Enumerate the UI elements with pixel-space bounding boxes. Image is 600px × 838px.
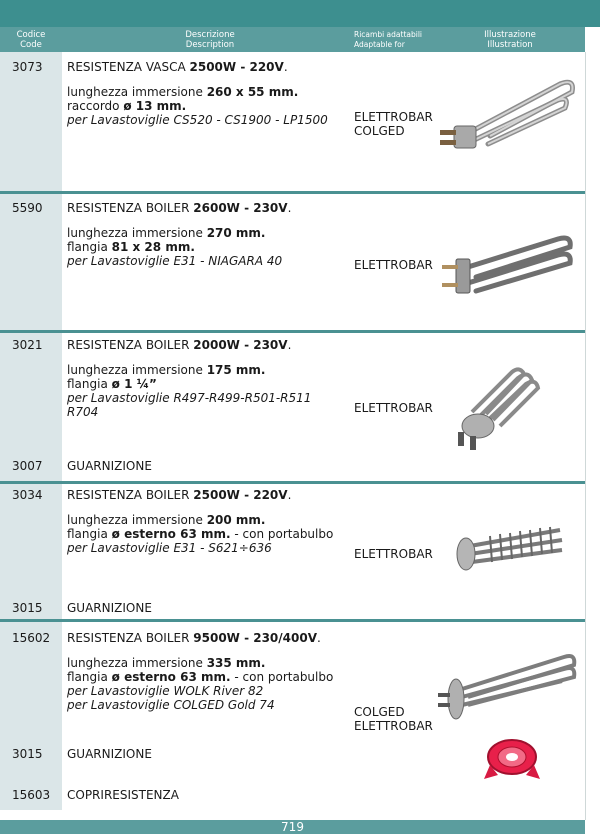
- item-title: [67, 201, 347, 215]
- item-models: [67, 391, 347, 405]
- text-segment: raccordo: [67, 99, 124, 113]
- item-title: [67, 631, 347, 645]
- text-segment: per Lavastoviglie WOLK River 82: [67, 684, 264, 698]
- heating-element-image: [430, 70, 580, 160]
- text-segment: R704: [67, 405, 99, 419]
- header-desc-it: Descrizione: [185, 30, 235, 40]
- text-segment: - con portabulbo: [230, 527, 334, 541]
- text-segment: RESISTENZA BOILER: [67, 631, 194, 645]
- item-flange: [67, 240, 347, 254]
- text-segment: per Lavastoviglie E31 - NIAGARA 40: [67, 254, 283, 268]
- heating-element-image: [432, 645, 580, 725]
- code-column-bg: [0, 484, 62, 619]
- text-segment: lunghezza immersione: [67, 656, 207, 670]
- item-models: [67, 698, 347, 712]
- text-segment: ø 13 mm.: [123, 99, 187, 113]
- item-models: [67, 113, 347, 127]
- brand-name: ELETTROBAR: [354, 258, 433, 272]
- text-segment: RESISTENZA BOILER: [67, 201, 194, 215]
- text-segment: 2500W - 220V: [193, 488, 288, 502]
- row-separator: [0, 330, 585, 333]
- item-description: [67, 488, 347, 555]
- text-segment: - con portabulbo: [230, 670, 334, 684]
- item-description: [67, 631, 347, 712]
- item-models: [67, 254, 347, 268]
- text-segment: 2000W - 230V: [193, 338, 288, 352]
- header-adaptable: [354, 30, 444, 50]
- header-desc-en: Description: [185, 40, 235, 50]
- item-models: [67, 405, 347, 419]
- code-column-bg: [0, 622, 62, 810]
- item-flange: [67, 527, 347, 541]
- accessory-label: GUARNIZIONE: [67, 459, 152, 473]
- text-segment: per Lavastoviglie R497-R499-R501-R511: [67, 391, 312, 405]
- text-segment: .: [283, 60, 288, 74]
- cover-cap-image: [476, 735, 546, 785]
- heating-element-image: [450, 510, 580, 580]
- text-segment: .: [287, 201, 292, 215]
- item-length: [67, 513, 347, 527]
- brand-name: ELETTROBAR: [354, 719, 433, 733]
- accessory-label: COPRIRESISTENZA: [67, 788, 179, 802]
- header-fit-en: Adaptable for: [354, 40, 405, 49]
- header-ill-it: Illustrazione: [484, 30, 536, 40]
- item-code: 5590: [12, 201, 43, 215]
- text-segment: RESISTENZA BOILER: [67, 488, 194, 502]
- item-length: [67, 656, 347, 670]
- text-segment: ø esterno 63 mm.: [111, 527, 231, 541]
- text-segment: lunghezza immersione: [67, 226, 207, 240]
- accessory-code: 15603: [12, 788, 51, 802]
- text-segment: ø 1 ¼”: [111, 377, 157, 391]
- top-bar: [0, 0, 600, 27]
- accessory-label: GUARNIZIONE: [67, 601, 152, 615]
- header-description: [120, 30, 300, 50]
- header-illustration: [460, 30, 560, 50]
- row-separator: [0, 481, 585, 484]
- item-code: 3021: [12, 338, 43, 352]
- heating-element-image: [430, 225, 580, 305]
- header-code-en: Code: [20, 40, 42, 50]
- item-code: 3073: [12, 60, 43, 74]
- text-segment: flangia: [67, 670, 112, 684]
- item-flange: [67, 377, 347, 391]
- brand-name: ELETTROBAR: [354, 547, 433, 561]
- row-separator: [0, 191, 585, 194]
- text-segment: .: [317, 631, 321, 645]
- text-segment: lunghezza immersione: [67, 513, 207, 527]
- text-segment: .: [287, 488, 292, 502]
- accessory-code: 3007: [12, 459, 43, 473]
- brand-name: ELETTROBAR: [354, 401, 433, 415]
- item-title: [67, 60, 347, 74]
- header-code: [0, 30, 62, 50]
- right-border: [585, 52, 586, 820]
- accessory-code: 3015: [12, 601, 43, 615]
- item-length: [67, 85, 347, 99]
- item-description: [67, 338, 347, 419]
- item-code: 15602: [12, 631, 51, 645]
- text-segment: .: [287, 338, 292, 352]
- brand-name: COLGED: [354, 124, 405, 138]
- brand-name: ELETTROBAR: [354, 110, 433, 124]
- text-segment: flangia: [67, 240, 112, 254]
- item-models: [67, 541, 347, 555]
- item-models: [67, 684, 347, 698]
- item-description: [67, 60, 347, 127]
- text-segment: 175 mm.: [206, 363, 266, 377]
- brand-name: COLGED: [354, 705, 405, 719]
- header-code-it: Codice: [16, 30, 46, 40]
- item-flange: [67, 670, 347, 684]
- text-segment: flangia: [67, 377, 112, 391]
- text-segment: 2500W - 220V: [189, 60, 284, 74]
- text-segment: flangia: [67, 527, 112, 541]
- text-segment: ø esterno 63 mm.: [111, 670, 231, 684]
- accessory-label: GUARNIZIONE: [67, 747, 152, 761]
- text-segment: 260 x 55 mm.: [206, 85, 299, 99]
- item-length: [67, 226, 347, 240]
- text-segment: 9500W - 230/400V: [193, 631, 318, 645]
- item-title: [67, 488, 347, 502]
- item-title: [67, 338, 347, 352]
- item-connection: [67, 99, 347, 113]
- accessory-code: 3015: [12, 747, 43, 761]
- heating-element-image: [448, 358, 548, 458]
- text-segment: per Lavastoviglie E31 - S621÷636: [67, 541, 272, 555]
- text-segment: lunghezza immersione: [67, 85, 207, 99]
- text-segment: RESISTENZA VASCA: [67, 60, 190, 74]
- text-segment: 81 x 28 mm.: [111, 240, 195, 254]
- item-adaptable: [354, 547, 433, 561]
- text-segment: 335 mm.: [206, 656, 266, 670]
- page-number: 719: [0, 820, 585, 834]
- table-header: [0, 27, 585, 52]
- item-adaptable: [354, 110, 433, 138]
- text-segment: 2600W - 230V: [193, 201, 288, 215]
- item-adaptable: [354, 705, 433, 733]
- text-segment: per Lavastoviglie COLGED Gold 74: [67, 698, 275, 712]
- text-segment: 270 mm.: [206, 226, 266, 240]
- item-code: 3034: [12, 488, 43, 502]
- header-fit-it: Ricambi adattabili: [354, 30, 422, 39]
- item-length: [67, 363, 347, 377]
- text-segment: lunghezza immersione: [67, 363, 207, 377]
- item-adaptable: [354, 258, 433, 272]
- text-segment: per Lavastoviglie CS520 - CS1900 - LP1500: [67, 113, 328, 127]
- item-description: [67, 201, 347, 268]
- header-ill-en: Illustration: [487, 40, 533, 50]
- text-segment: RESISTENZA BOILER: [67, 338, 194, 352]
- item-adaptable: [354, 401, 433, 415]
- text-segment: 200 mm.: [206, 513, 266, 527]
- row-separator: [0, 619, 585, 622]
